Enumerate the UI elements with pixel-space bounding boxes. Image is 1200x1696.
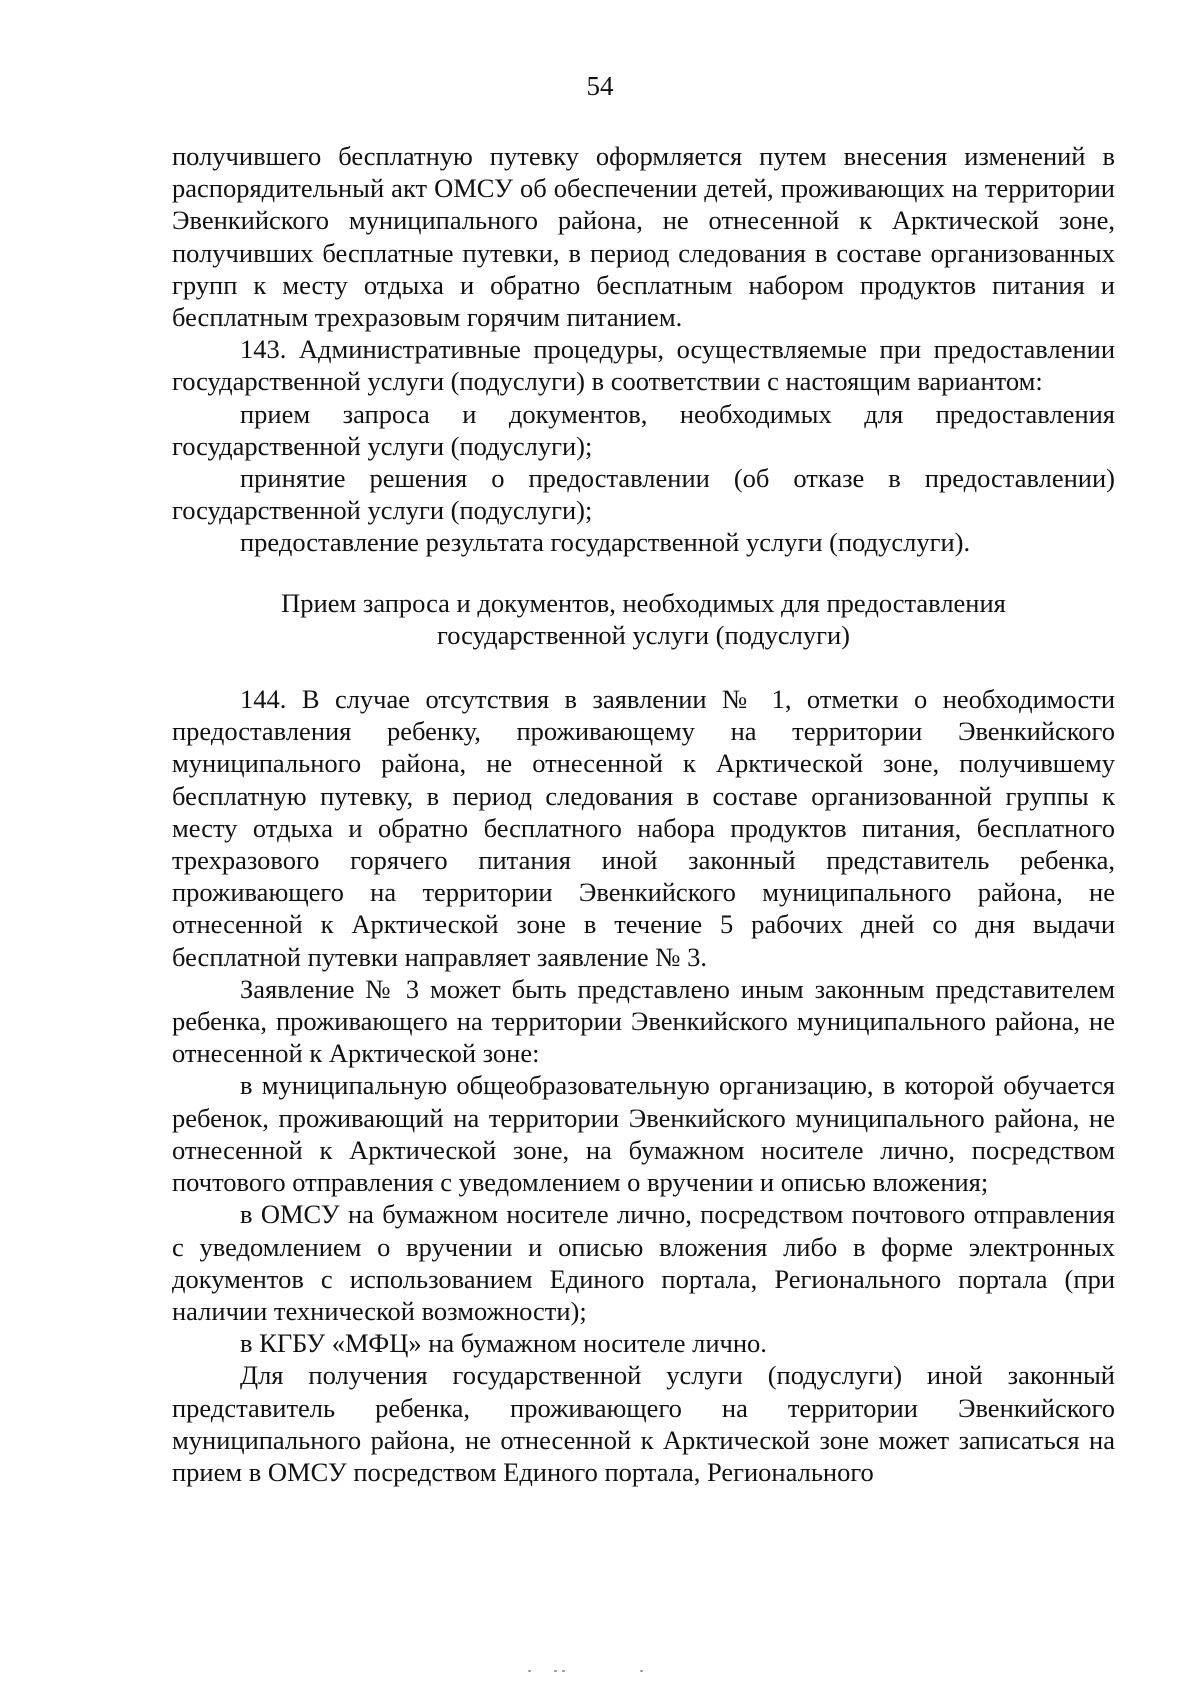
paragraph-application-3: Заявление № 3 может быть представлено иным законным представителем ребенка, проживающего на территории Эвенкийского муниципального района, не отнесенной к Арктической зоне: xyxy=(172,973,1115,1069)
section-heading-line-2: государственной услуги (подуслуги) xyxy=(437,619,850,650)
list-item-procedure-2: принятие решения о предоставлении (об отказе в предоставлении) государственной услуги (подуслуги); xyxy=(172,463,1115,526)
paragraph-143: 143. Административные процедуры, осуществляемые при предоставлении государственной услуги (подуслуги) в соответствии с настоящим вариантом: xyxy=(172,334,1115,397)
scan-speck xyxy=(562,1670,565,1672)
scan-speck xyxy=(640,1670,643,1672)
list-item-mfc: в КГБУ «МФЦ» на бумажном носителе лично. xyxy=(240,1328,767,1359)
scan-speck xyxy=(554,1670,557,1672)
paragraph-144: 144. В случае отсутствия в заявлении № 1, отметки о необходимости предоставления ребенку, проживающему на территории Эвенкийского муниципального района, не отнесенной к Арктической зоне, получившему бесплатную путевку, в период следования в составе организованной группы к месту отдыха и обратно бесплатного набора продуктов питания, бесплатного трехразового горячего питания иной законный представитель ребенка, проживающего на территории Эвенкийского муниципального района, не отнесенной к Арктической зоне в течение 5 рабочих дней со дня выдачи бесплатной путевки направляет заявление № 3. xyxy=(172,684,1115,972)
list-item-procedure-3: предоставление результата государственной услуги (подуслуги). xyxy=(240,527,971,558)
paragraph-continuation: получившего бесплатную путевку оформляется путем внесения изменений в распорядительный акт ОМСУ об обеспечении детей, проживающих на территории Эвенкийского муниципального района, не отнесенной к Арктической зоне, получивших бесплатные путевки, в период следования в составе организованных групп к месту отдыха и обратно бесплатным набором продуктов питания и бесплатным трехразовым горячим питанием. xyxy=(172,141,1115,333)
list-item-school: в муниципальную общеобразовательную организацию, в которой обучается ребенок, проживающий на территории Эвенкийского муниципального района, не отнесенной к Арктической зоне, на бумажном носителе лично, посредством почтового отправления с уведомлением о вручении и описью вложения; xyxy=(172,1070,1115,1198)
list-item-procedure-1: прием запроса и документов, необходимых для предоставления государственной услуги (подуслуги); xyxy=(172,398,1115,461)
scan-artifact xyxy=(520,1668,740,1676)
scan-speck xyxy=(528,1670,531,1672)
paragraph-appointment: Для получения государственной услуги (подуслуги) иной законный представитель ребенка, проживающего на территории Эвенкийского муниципального района, не отнесенной к Арктической зоне может записаться на прием в ОМСУ посредством Единого портала, Регионального xyxy=(172,1360,1115,1487)
section-heading xyxy=(172,587,1115,651)
document-body xyxy=(172,140,1115,1488)
section-heading-line-1: Прием запроса и документов, необходимых для предоставления xyxy=(281,587,1006,618)
list-item-omsu: в ОМСУ на бумажном носителе лично, посредством почтового отправления с уведомлением о вручении и описью вложения либо в форме электронных документов с использованием Единого портала, Регионального портала (при наличии технической возможности); xyxy=(172,1199,1115,1326)
page-number: 54 xyxy=(586,71,614,101)
